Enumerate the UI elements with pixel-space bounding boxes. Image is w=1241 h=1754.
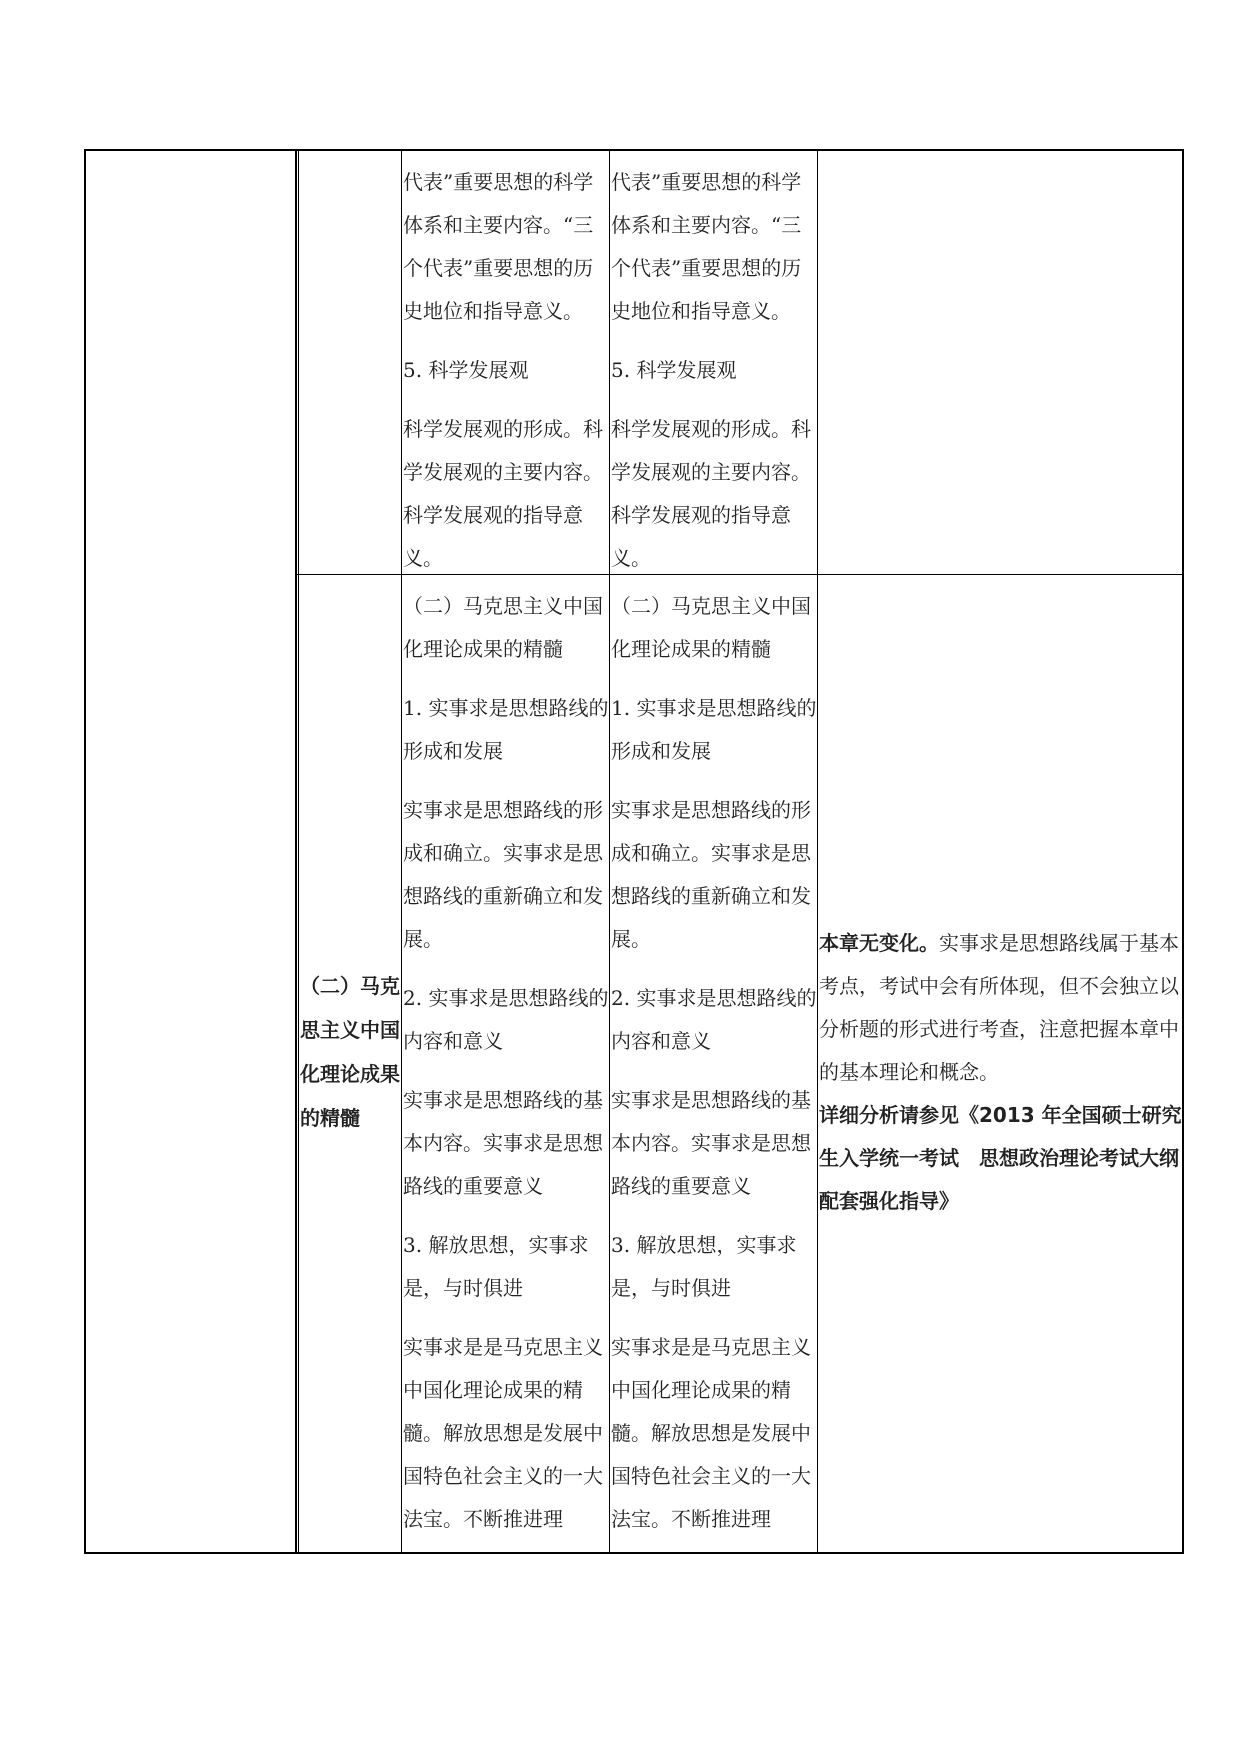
row1-syllabus-2012-cell — [403, 161, 609, 596]
cell-paragraph: 代表”重要思想的科学体系和主要内容。“三个代表”重要思想的历史地位和指导意义。 — [611, 170, 802, 323]
cell-paragraph: 1. 实事求是思想路线的形成和发展 — [611, 696, 817, 763]
table-border-right — [1182, 149, 1184, 1554]
cell-paragraph: 实事求是思想路线的形成和确立。实事求是思想路线的重新确立和发展。 — [611, 798, 811, 951]
analysis-bold-lead: 本章无变化。 — [819, 931, 939, 955]
cell-paragraph: 实事求是思想路线的基本内容。实事求是思想路线的重要意义 — [403, 1088, 603, 1198]
cell-paragraph: 代表”重要思想的科学体系和主要内容。“三个代表”重要思想的历史地位和指导意义。 — [403, 170, 594, 323]
cell-paragraph: 3. 解放思想，实事求是，与时俱进 — [403, 1233, 589, 1300]
cell-paragraph: 2. 实事求是思想路线的内容和意义 — [403, 986, 609, 1053]
cell-paragraph: 科学发展观的形成。科学发展观的主要内容。科学发展观的指导意义。 — [611, 417, 811, 570]
row2-section-heading: （二）马克思主义中国化理论成果的精髓 — [300, 974, 400, 1130]
table-border-left — [84, 149, 86, 1554]
column-divider-4 — [817, 149, 818, 1554]
cell-paragraph: （二）马克思主义中国化理论成果的精髓 — [403, 594, 603, 661]
cell-paragraph: 科学发展观的形成。科学发展观的主要内容。科学发展观的指导意义。 — [403, 417, 603, 570]
row1-syllabus-2013-cell — [611, 161, 817, 596]
cell-paragraph: 实事求是是马克思主义中国化理论成果的精髓。解放思想是发展中国特色社会主义的一大法宝。不断推进理 — [611, 1335, 811, 1531]
analysis-reference: 详细分析请参见《2013 年全国硕士研究生入学统一考试 思想政治理论考试大纲配套强化指导》 — [819, 1103, 1182, 1213]
analysis-text: 实事求是思想路线属于基本考点，考试中会有所体现，但不会独立以分析题的形式进行考查，注意把握本章中的基本理论和概念。 — [819, 931, 1179, 1084]
cell-paragraph: 实事求是是马克思主义中国化理论成果的精髓。解放思想是发展中国特色社会主义的一大法宝。不断推进理 — [403, 1335, 603, 1531]
cell-paragraph: 1. 实事求是思想路线的形成和发展 — [403, 696, 609, 763]
row2-syllabus-2013-cell — [611, 585, 817, 1557]
row2-syllabus-2012-cell — [403, 585, 609, 1557]
cell-paragraph: 5. 科学发展观 — [403, 358, 529, 382]
syllabus-comparison-table — [84, 149, 1184, 1554]
row2-analysis-cell — [819, 922, 1183, 1223]
cell-paragraph: 实事求是思想路线的基本内容。实事求是思想路线的重要意义 — [611, 1088, 811, 1198]
column-divider-2 — [401, 149, 402, 1554]
cell-paragraph: （二）马克思主义中国化理论成果的精髓 — [611, 594, 811, 661]
analysis-paragraph — [819, 922, 1183, 1094]
cell-paragraph: 实事求是思想路线的形成和确立。实事求是思想路线的重新确立和发展。 — [403, 798, 603, 951]
column-divider-3 — [609, 149, 610, 1554]
cell-paragraph: 2. 实事求是思想路线的内容和意义 — [611, 986, 817, 1053]
cell-paragraph: 5. 科学发展观 — [611, 358, 737, 382]
cell-paragraph: 3. 解放思想，实事求是，与时俱进 — [611, 1233, 797, 1300]
table-border-top — [84, 149, 1184, 151]
column-divider-1 — [295, 149, 297, 1554]
column-divider-1b — [298, 149, 299, 1554]
